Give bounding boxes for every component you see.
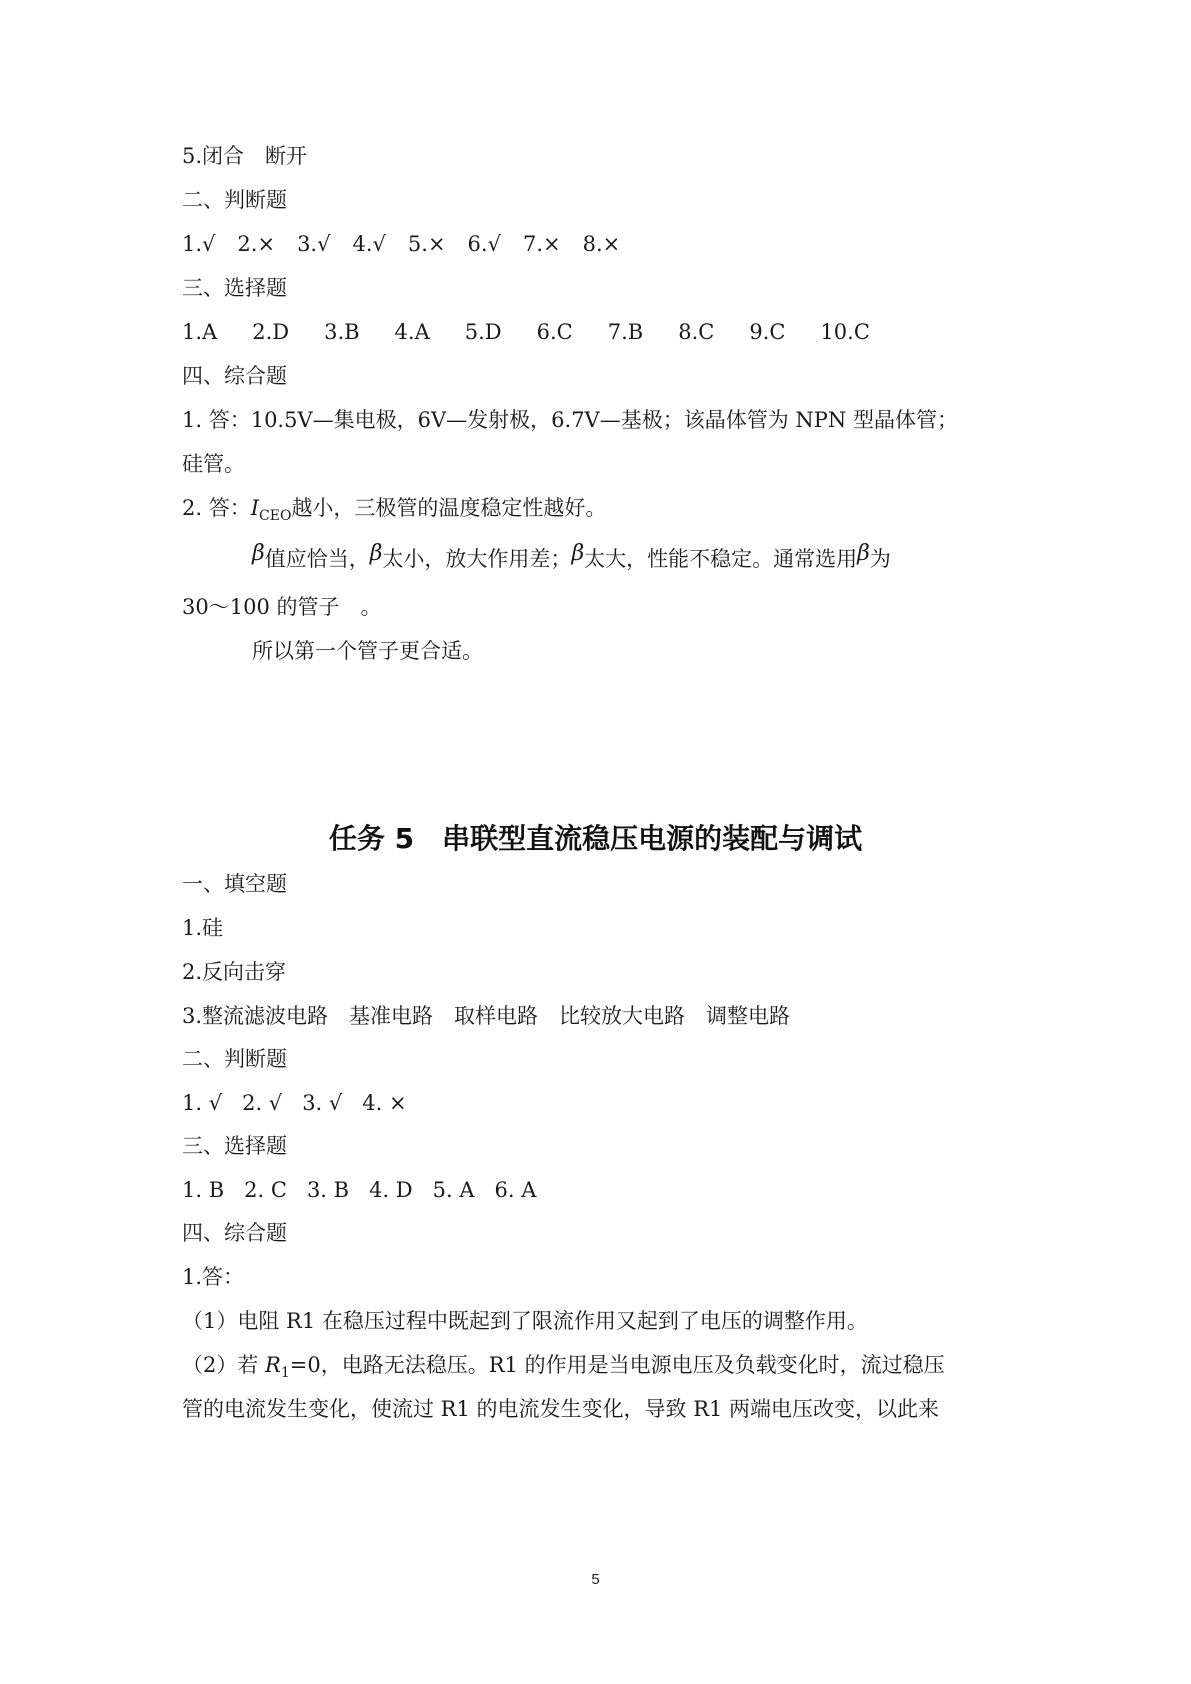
question1-answer-line2: 硅管。 [182, 452, 245, 476]
beta-symbol: β [369, 541, 383, 566]
choice-answers [182, 322, 870, 343]
question1-answer-line1: 1. 答：10.5V—集电极，6V—发射极，6.7V—基极；该晶体管为 NPN 型晶体管； [182, 408, 958, 432]
judge-answers [182, 234, 620, 255]
beta-symbol: β [857, 541, 870, 566]
choice-answers [182, 1180, 536, 1201]
answer-part2-line1: （2）若 $R_1=0$，电路无法稳压。R1 的作用是当电源电压及负载变化时，流过稳压 [182, 1353, 945, 1382]
judge-answer: 8.× [582, 232, 621, 256]
conclusion-text: 所以第一个管子更合适。 [252, 639, 483, 663]
choice-answer: 2. C [244, 1178, 287, 1202]
judge-heading: 二、判断题 [182, 1047, 287, 1071]
judge-answer: 1. √ [182, 1091, 223, 1115]
choice-answer: 4.A [394, 320, 430, 344]
choice-answer: 9.C [749, 320, 786, 344]
task5-title: 任务 5 串联型直流稳压电源的装配与调试 [328, 822, 863, 855]
choice-answer: 6. A [494, 1178, 537, 1202]
judge-answer: 4.√ [352, 232, 386, 256]
fill-answer-1: 1.硅 [182, 916, 224, 940]
judge-answer: 2. √ [242, 1091, 283, 1115]
choice-answer: 7.B [607, 320, 644, 344]
fill-answer-2: 2.反向击穿 [182, 960, 287, 984]
question2-answer: 2. 答：$I_{CEO}$越小，三极管的温度稳定性越好。 [182, 496, 607, 525]
judge-answers [182, 1093, 407, 1114]
beta-symbol: β [571, 541, 585, 566]
r1-symbol: R [265, 1353, 281, 1377]
judge-answer: 3.√ [297, 232, 331, 256]
answer-label: 1.答： [182, 1265, 245, 1289]
answer-part1: （1）电阻 R1 在稳压过程中既起到了限流作用又起到了电压的调整作用。 [182, 1309, 868, 1333]
choice-answer: 3. B [306, 1178, 350, 1202]
judge-answer: 2.× [237, 232, 276, 256]
choice-answer: 10.C [820, 320, 870, 344]
fill-answer-5: 5.闭合 断开 [182, 144, 308, 168]
judge-answer: 6.√ [467, 232, 501, 256]
beta-symbol: β [252, 541, 265, 566]
answer-part2-line2: 管的电流发生变化，使流过 R1 的电流发生变化，导致 R1 两端电压改变，以此来 [182, 1397, 940, 1421]
choice-answer: 5.D [464, 320, 502, 344]
iceo-symbol: I [250, 496, 260, 520]
choice-answer: 8.C [678, 320, 715, 344]
r1-subscript: 1 [280, 1365, 290, 1382]
beta-paragraph-line2: 30～100 的管子 。 [182, 595, 382, 619]
judge-answer: 1.√ [182, 232, 216, 256]
judge-answer: 5.× [407, 232, 446, 256]
choice-answer: 1.A [182, 320, 218, 344]
comprehensive-heading: 四、综合题 [182, 1221, 287, 1245]
choice-answer: 6.C [536, 320, 573, 344]
choice-answer: 5. A [432, 1178, 475, 1202]
judge-answer: 7.× [522, 232, 561, 256]
fill-heading: 一、填空题 [182, 872, 287, 896]
beta-paragraph-line1: β值应恰当，β太小，放大作用差；β太大，性能不稳定。通常选用β为 [252, 541, 891, 571]
choice-answer: 2.D [252, 320, 290, 344]
iceo-subscript: CEO [259, 508, 292, 525]
choice-answer: 1. B [182, 1178, 225, 1202]
choice-heading: 三、选择题 [182, 276, 287, 300]
choice-answer: 3.B [324, 320, 360, 344]
judge-heading: 二、判断题 [182, 188, 287, 212]
fill-answer-3: 3.整流滤波电路 基准电路 取样电路 比较放大电路 调整电路 [182, 1004, 791, 1028]
page-number: 5 [591, 1571, 600, 1588]
judge-answer: 4. × [362, 1091, 407, 1115]
judge-answer: 3. √ [302, 1091, 343, 1115]
choice-answer: 4. D [369, 1178, 413, 1202]
choice-heading: 三、选择题 [182, 1134, 287, 1158]
comprehensive-heading: 四、综合题 [182, 364, 287, 388]
